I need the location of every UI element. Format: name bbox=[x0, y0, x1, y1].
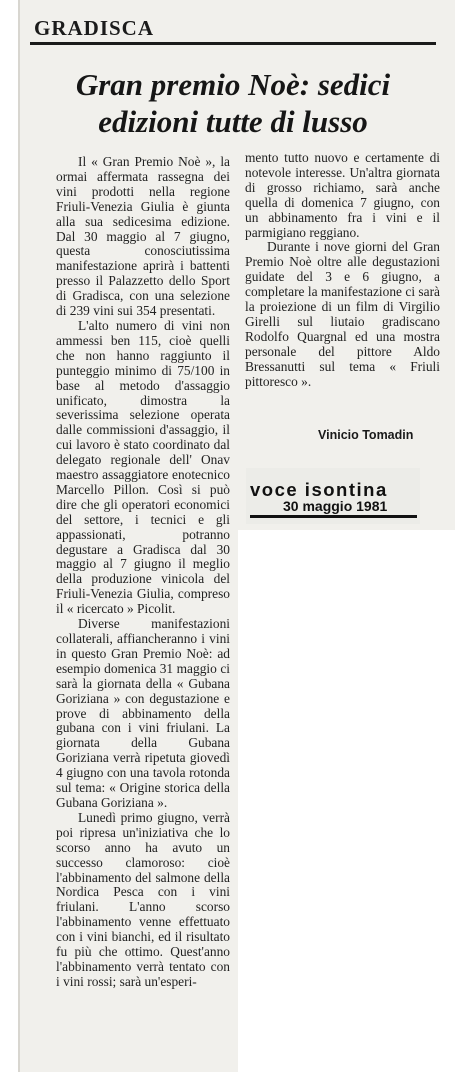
paragraph: Diverse manifestazioni collaterali, affiancheranno i vini in questo Gran Premio Noè: ad esempio domenica 31 maggio ci sarà la giornata della « Gubana Goriziana » con degustazione e prove di abbinamento della gubana con i vini friulani. La giornata della Gubana Goriziana verrà ripetuta giovedì 4 giugno con una tavola rotonda sul tema: « Origine storica della Gubana Goriziana ». bbox=[56, 616, 230, 810]
article-column-1 bbox=[56, 155, 230, 1070]
paragraph: mento tutto nuovo e certamente di notevole interesse. Un'altra giornata di grosso richiamo, sarà anche quella di domenica 7 giugno, con un abbinamento fra i vini e il parmigiano reggiano. bbox=[245, 150, 440, 240]
stamp-underline bbox=[250, 515, 417, 518]
section-header: GRADISCA bbox=[34, 16, 155, 40]
paragraph: Durante i nove giorni del Gran Premio Noè oltre alle degustazioni guidate del 3 e 6 giugno, a completare la manifestazione ci sarà la proiezione di un film di Virgilio Girelli sul liutaio gradiscano Rodolfo Quargnal ed una mostra personale del pittore Aldo Bressanutti sul tema « Friuli pittoresco ». bbox=[245, 239, 440, 389]
paragraph: L'alto numero di vini non ammessi ben 115, cioè quelli che non hanno raggiunto il punteggio minimo di 75/100 in base al metodo d'assaggio unificato, dimostra la severissima selezione operata dalle commissioni d'assaggio, il cui lavoro è stato coordinato dal delegato regionale dell' Onav maestro assaggiatore enotecnico Marcello Pillon. Così si può dire che gli operatori economici del settore, i tecnici e gli appassionati, potranno degustare a Gradisca dal 30 maggio al 7 giugno il meglio della produzione vinicola del Friuli-Venezia Giulia, compreso il « ricercato » Picolit. bbox=[56, 317, 230, 617]
blank-area bbox=[238, 530, 463, 1080]
stamp-date: 30 maggio 1981 bbox=[283, 498, 388, 514]
clipping-edge bbox=[18, 0, 20, 1072]
header-rule bbox=[30, 42, 436, 45]
paragraph: Lunedì primo giugno, verrà poi ripresa un'iniziativa che lo scorso anno ha avuto un successo clamoroso: cioè l'abbinamento del salmone della Nordica Pesca con i vini friulani. L'anno scorso l'abbinamento venne effettuato con i vini bianchi, ed il risultato fu più che ottimo. Quest'anno l'abbinamento verrà tentato con i vini rossi; sarà un'esperi- bbox=[56, 809, 230, 989]
stamp-publication: voce isontina bbox=[250, 479, 388, 500]
headline: Gran premio Noè: sedici edizioni tutte di lusso bbox=[75, 67, 391, 139]
article-column-2 bbox=[245, 151, 440, 390]
paragraph: Il « Gran Premio Noè », la ormai affermata rassegna dei vini prodotti nella regione Friuli-Venezia Giulia è giunta alla sua sedicesima edizione. Dal 30 maggio al 7 giugno, questa conosciutissima manifestazione aprirà i battenti presso il Palazzetto dello Sport di Gradisca, con una selezione di 239 vini sui 354 presentati. bbox=[56, 154, 230, 319]
byline: Vinicio Tomadin bbox=[318, 428, 414, 442]
